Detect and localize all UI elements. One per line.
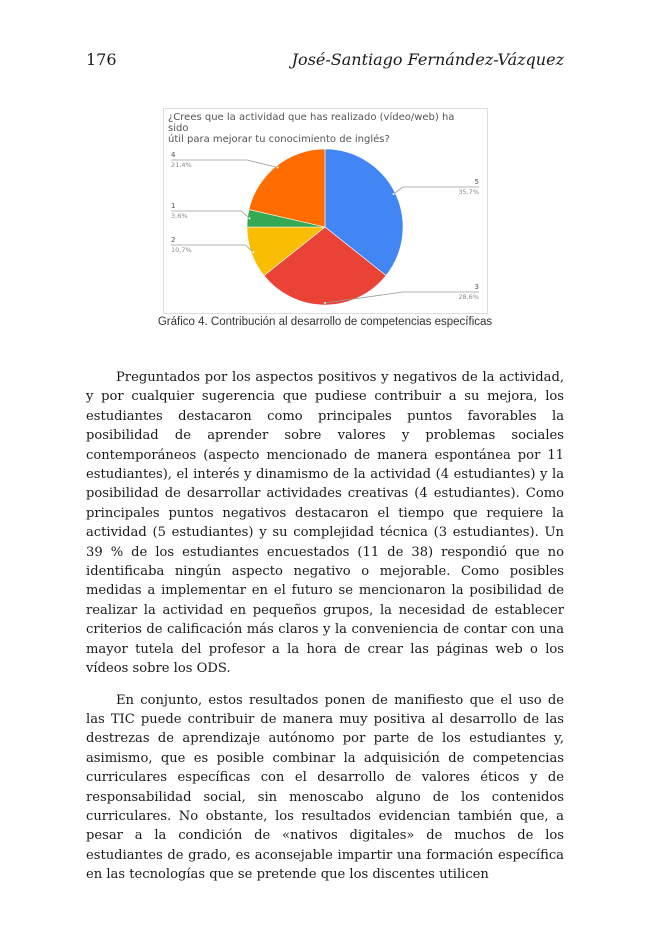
figure-caption: Gráfico 4. Contribución al desarrollo de competencias específicas bbox=[157, 316, 493, 328]
leader-dot-2 bbox=[252, 251, 254, 253]
slice-value-1: 3,6% bbox=[171, 212, 188, 220]
slice-label-2: 2 bbox=[171, 236, 176, 244]
slice-label-5: 5 bbox=[474, 178, 479, 186]
slice-label-4: 4 bbox=[171, 151, 176, 159]
page-number: 176 bbox=[86, 50, 117, 69]
leader-dot-5 bbox=[393, 193, 395, 195]
paragraph-1: Preguntados por los aspectos positivos y negativos de la actividad, y por cualquier sugerencia que pudiese contribuir a su mejora, los estudiantes destacaron como principales puntos favorables la posibilidad de aprender sobre valores y problemas sociales contemporáneos (aspecto mencionado de manera espontánea por 11 estudiantes), el interés y dinamismo de la actividad (4 estudiantes) y la posibilidad de desarrollar actividades creativas (4 estudiantes). Como principales puntos negativos destacaron el tiempo que requiere la actividad (5 estudiantes) y su complejidad técnica (3 estudiantes). Un 39 % de los estudiantes encuestados (11 de 38) respondió que no identificaba ningún aspecto negativo o mejorable. Como posibles medidas a implementar en el futuro se mencionaron la posibilidad de realizar la actividad en pequeños grupos, la necesidad de establecer criterios de calificación más claros y la conveniencia de contar con una mayor tutela del profesor a la hora de crear las páginas web o los vídeos sobre los ODS. bbox=[86, 370, 564, 677]
leader-dot-4 bbox=[277, 167, 279, 169]
slice-value-3: 28,6% bbox=[458, 293, 479, 301]
paragraph-2: En conjunto, estos resultados ponen de manifiesto que el uso de las TIC puede contribuir de manera muy positiva al desarrollo de las destrezas de aprendizaje autónomo por parte de los estudiantes y, asimismo, que es posible combinar la adquisición de competencias curriculares específicas con el desarrollo de valores éticos y de responsabilidad social, sin menoscabo alguno de los contenidos curriculares. No obstante, los resultados evidencian también que, a pesar a la condición de «nativos digitales» de muchos de los estudiantes de grado, es aconsejable impartir una formación específica en las tecnologías que se pretende que los discentes utilicen bbox=[86, 692, 564, 883]
slice-value-4: 21,4% bbox=[171, 161, 192, 169]
running-head-author: José-Santiago Fernández-Vázquez bbox=[291, 50, 564, 69]
slice-label-1: 1 bbox=[171, 202, 176, 210]
slice-value-5: 35,7% bbox=[458, 188, 479, 196]
chart-title bbox=[168, 112, 478, 145]
chart-title-line-1: ¿Crees que la actividad que has realizado (vídeo/web) ha sido bbox=[168, 112, 455, 134]
leader-dot-3 bbox=[324, 302, 326, 304]
body-text bbox=[86, 368, 564, 897]
slice-label-3: 3 bbox=[474, 283, 479, 291]
slice-value-2: 10,7% bbox=[171, 246, 192, 254]
chart-title-line-2: útil para mejorar tu conocimiento de inglés? bbox=[168, 134, 390, 145]
leader-dot-1 bbox=[249, 217, 251, 219]
